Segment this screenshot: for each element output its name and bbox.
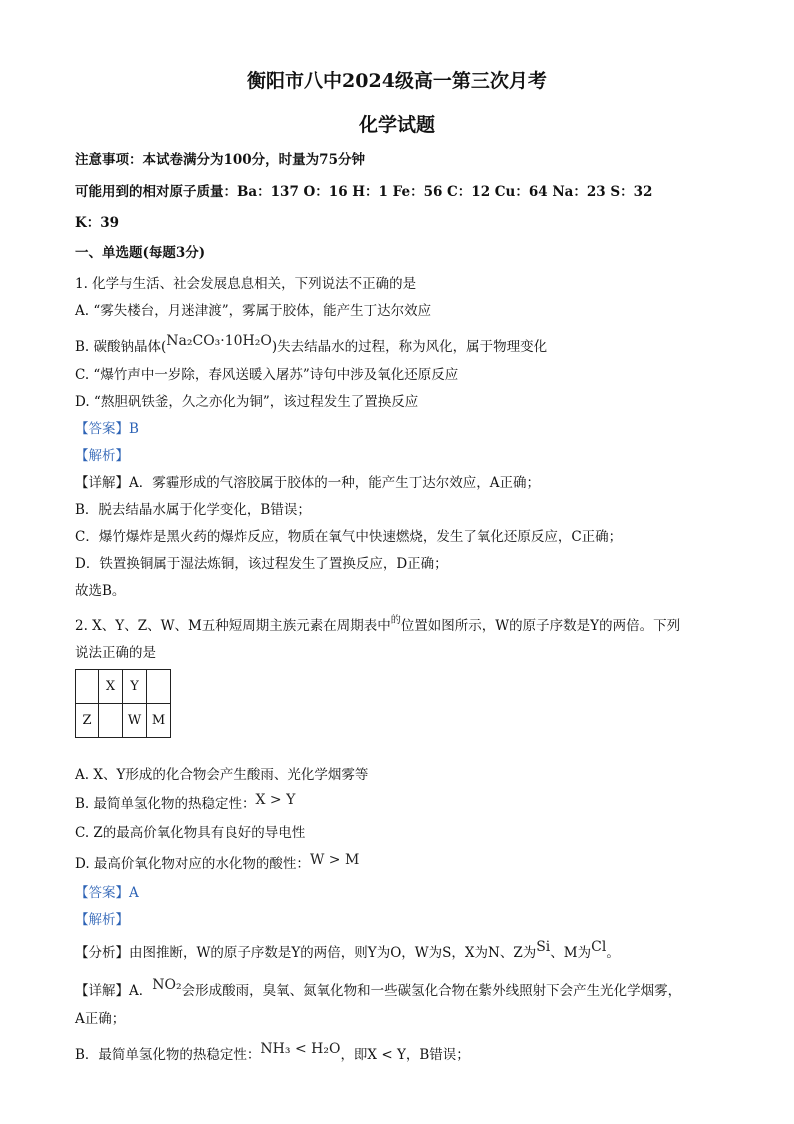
q2-stem-de: 的: [390, 615, 401, 626]
table-cell: X: [99, 670, 123, 704]
q2-detail-a: [75, 977, 682, 1000]
q2-option-b-prefix: B. 最简单氢化物的热稳定性：: [75, 796, 256, 812]
q2-option-b-formula: X > Y: [255, 792, 296, 808]
q2-detail-b: [75, 1041, 470, 1064]
table-cell: [76, 670, 99, 704]
q1-analysis-label: 【解析】: [75, 448, 129, 464]
q2-option-d: [75, 852, 360, 873]
exam-title: 衡阳市八中2024级高一第三次月考: [247, 70, 547, 92]
q2-fenxi-prefix: 【分析】由图推断，W的原子序数是Y的两倍，则Y为O，W为S，X为N、Z为: [75, 945, 537, 961]
q2-fenxi: [75, 939, 620, 962]
notice-line: 注意事项：本试卷满分为100分，时量为75分钟: [75, 152, 365, 168]
q2-option-d-prefix: D. 最高价氧化物对应的水化物的酸性：: [75, 856, 310, 872]
q1-detail-b: B．脱去结晶水属于化学变化，B错误；: [75, 502, 311, 518]
q2-stem-suffix: 位置如图所示，W的原子序数是Y的两倍。下列: [400, 618, 681, 634]
q2-answer: 【答案】A: [75, 885, 139, 901]
atomic-masses-line2: K：39: [75, 215, 120, 231]
table-cell: M: [147, 704, 171, 738]
q1-option-d: D. “熬胆矾铁釜，久之亦化为铜”，该过程发生了置换反应: [75, 394, 419, 410]
exam-subtitle: 化学试题: [358, 114, 435, 136]
periodic-table-fragment: [75, 669, 171, 738]
q2-detail-a-end: A正确；: [75, 1011, 126, 1027]
table-cell: [147, 670, 171, 704]
q2-stem-prefix: 2. X、Y、Z、W、M五种短周期主族元素在周期表中: [75, 618, 391, 634]
q2-fenxi-end: 。: [606, 945, 620, 961]
q1-stem: 1. 化学与生活、社会发展息息相关，下列说法不正确的是: [75, 276, 417, 292]
q1-option-b: [75, 333, 548, 356]
q1-option-a: A. “雾失楼台，月迷津渡”，雾属于胶体，能产生丁达尔效应: [75, 303, 432, 319]
q2-fenxi-cl: Cl: [591, 939, 607, 955]
q1-detail-a: 【详解】A．雾霾形成的气溶胶属于胶体的一种，能产生丁达尔效应，A正确；: [75, 475, 540, 491]
q1-detail-d: D．铁置换铜属于湿法炼铜，该过程发生了置换反应，D正确；: [75, 556, 448, 572]
q1-conclusion: 故选B。: [75, 583, 126, 599]
table-row: [76, 670, 171, 704]
table-cell: Z: [76, 704, 99, 738]
q1-option-b-suffix: )失去结晶水的过程，称为风化，属于物理变化: [271, 339, 548, 355]
q1-option-b-prefix: B. 碳酸钠晶体(: [75, 339, 167, 355]
q2-detail-b-suffix: ，即X < Y，B错误；: [340, 1047, 470, 1063]
q2-fenxi-si: Si: [536, 939, 551, 955]
q2-detail-prefix: 【详解】A．: [75, 983, 153, 999]
table-cell: W: [123, 704, 147, 738]
q2-detail-no2: NO₂: [152, 977, 182, 993]
q2-detail-b-prefix: B．最简单氢化物的热稳定性：: [75, 1047, 261, 1063]
q2-fenxi-mid: 、M为: [550, 945, 592, 961]
q1-option-c: C. “爆竹声中一岁除，春风送暖入屠苏”诗句中涉及氧化还原反应: [75, 367, 459, 383]
q2-option-c: C. Z的最高价氧化物具有良好的导电性: [75, 825, 306, 841]
section-heading: 一、单选题(每题3分): [75, 245, 206, 261]
q2-detail-b-formula: NH₃ < H₂O: [260, 1041, 341, 1057]
q2-option-b: [75, 792, 296, 813]
q2-option-d-formula: W > M: [309, 852, 360, 868]
table-cell: Y: [123, 670, 147, 704]
q2-detail-suffix: 会形成酸雨，臭氧、氮氧化物和一些碳氢化合物在紫外线照射下会产生光化学烟雾，: [181, 983, 682, 999]
atomic-masses-line1: 可能用到的相对原子质量：Ba：137 O：16 H：1 Fe：56 C：12 Cu：64 Na：23 S：32: [75, 184, 653, 200]
q2-stem: [75, 617, 680, 637]
table-cell: [99, 704, 123, 738]
q2-option-a: A. X、Y形成的化合物会产生酸雨、光化学烟雾等: [75, 767, 369, 783]
q2-stem-line2: 说法正确的是: [75, 645, 156, 661]
q1-option-b-formula: Na₂CO₃·10H₂O: [166, 333, 272, 349]
q1-answer: 【答案】B: [75, 421, 139, 437]
q2-analysis-label: 【解析】: [75, 912, 129, 928]
q1-detail-c: C．爆竹爆炸是黑火药的爆炸反应，物质在氧气中快速燃烧，发生了氧化还原反应，C正确；: [75, 529, 623, 545]
table-row: [76, 704, 171, 738]
